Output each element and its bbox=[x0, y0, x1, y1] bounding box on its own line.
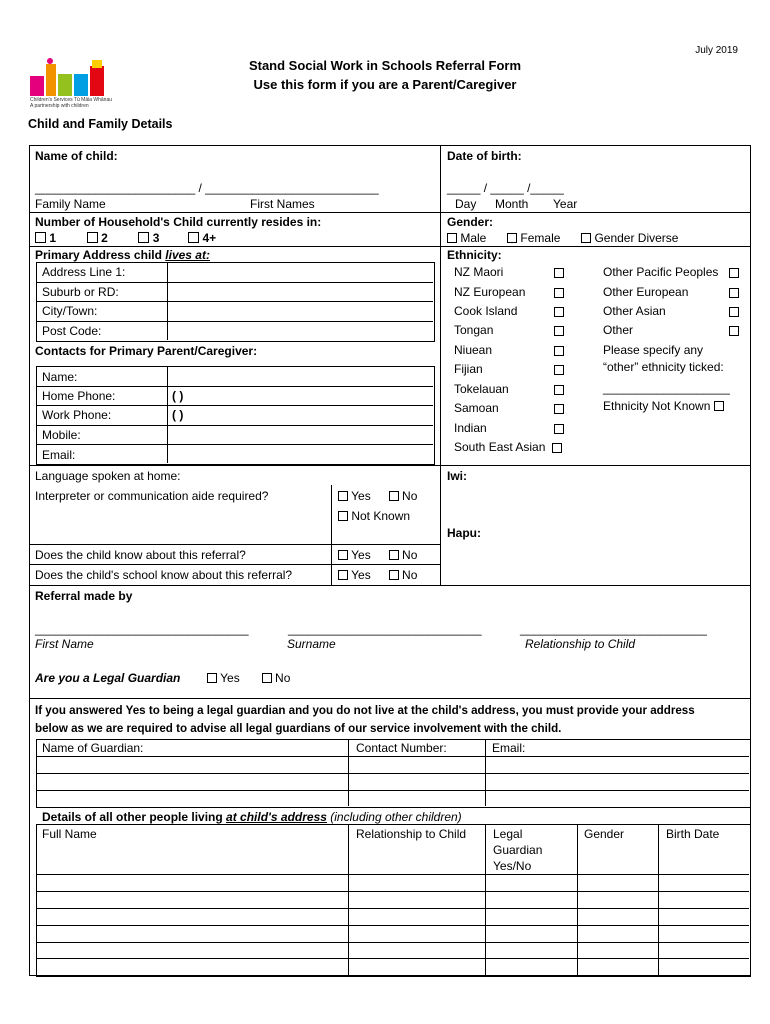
household-4plus-checkbox[interactable] bbox=[188, 232, 199, 243]
dob-month-label: Month bbox=[495, 197, 529, 211]
household-options bbox=[35, 231, 216, 245]
ethnicity-option-checkbox[interactable] bbox=[554, 424, 564, 434]
name-of-child-label: Name of child: bbox=[35, 149, 118, 163]
ethnicity-option-label: NZ Maori bbox=[454, 265, 504, 279]
home-phone-input[interactable]: ( ) bbox=[172, 389, 184, 403]
ethnicity-specify-1: Please specify any bbox=[603, 343, 704, 357]
gender-label: Gender: bbox=[447, 215, 494, 229]
suburb-input[interactable] bbox=[168, 283, 432, 300]
section-title: Child and Family Details bbox=[28, 117, 173, 131]
child-know-options bbox=[338, 548, 417, 562]
ethnicity-not-known-label: Ethnicity Not Known bbox=[603, 399, 711, 413]
form-date: July 2019 bbox=[695, 45, 738, 56]
referral-first-name-label: First Name bbox=[35, 637, 94, 651]
home-phone-label: Home Phone: bbox=[42, 389, 116, 403]
ethnicity-not-known-checkbox[interactable] bbox=[714, 401, 724, 411]
household-2-label: 2 bbox=[101, 231, 108, 245]
ethnicity-option-checkbox[interactable] bbox=[554, 268, 564, 278]
ethnicity-other-checkbox[interactable] bbox=[729, 288, 739, 298]
address-line1-label: Address Line 1: bbox=[42, 265, 126, 279]
referral-relationship-line[interactable]: ____________________________ bbox=[520, 622, 707, 636]
household-4plus-label: 4+ bbox=[202, 231, 217, 245]
work-phone-label: Work Phone: bbox=[42, 408, 112, 422]
referral-relationship-label: Relationship to Child bbox=[525, 637, 636, 651]
dob-label: Date of birth: bbox=[447, 149, 522, 163]
city-input[interactable] bbox=[168, 302, 432, 320]
suburb-label: Suburb or RD: bbox=[42, 285, 119, 299]
household-3-label: 3 bbox=[152, 231, 160, 245]
mobile-label: Mobile: bbox=[42, 428, 81, 442]
ethnicity-option-label: Niuean bbox=[454, 343, 493, 357]
hapu-label: Hapu: bbox=[447, 526, 481, 540]
ethnicity-option-checkbox[interactable] bbox=[554, 307, 564, 317]
interpreter-no-checkbox[interactable] bbox=[389, 491, 399, 501]
interpreter-label: Interpreter or communication aide required? bbox=[35, 489, 269, 503]
ethnicity-other-checkbox[interactable] bbox=[729, 268, 739, 278]
ethnicity-specify-2: “other” ethnicity ticked: bbox=[603, 360, 724, 374]
ethnicity-option-checkbox[interactable] bbox=[554, 326, 564, 336]
gender-male-checkbox[interactable] bbox=[447, 233, 457, 243]
school-know-yes-label: Yes bbox=[351, 568, 371, 582]
ethnicity-option-label: South East Asian bbox=[454, 440, 546, 454]
ethnicity-option-label: NZ European bbox=[454, 285, 526, 299]
ethnicity-option-checkbox[interactable] bbox=[554, 288, 564, 298]
referral-surname-line[interactable]: _____________________________ bbox=[288, 622, 482, 636]
address-line1-input[interactable] bbox=[168, 263, 432, 281]
interpreter-notknown-checkbox[interactable] bbox=[338, 511, 348, 521]
others-guardian-header: Guardian bbox=[493, 843, 543, 857]
gender-female-checkbox[interactable] bbox=[507, 233, 517, 243]
form-subtitle: Use this form if you are a Parent/Caregiver bbox=[253, 77, 517, 92]
ethnicity-other-label: Other European bbox=[603, 285, 689, 299]
primary-address-label: Primary Address child lives at: bbox=[35, 248, 210, 262]
others-relationship-header: Relationship to Child bbox=[356, 827, 467, 841]
school-know-label: Does the child's school know about this referral? bbox=[35, 568, 293, 582]
ethnicity-other-checkbox[interactable] bbox=[729, 307, 739, 317]
child-know-yes-checkbox[interactable] bbox=[338, 550, 348, 560]
ethnicity-option-label: Tongan bbox=[454, 323, 494, 337]
child-know-no-label: No bbox=[402, 548, 418, 562]
household-1-label: 1 bbox=[49, 231, 57, 245]
legal-guardian-no-label: No bbox=[275, 671, 291, 685]
guardian-email-header: Email: bbox=[492, 741, 526, 755]
child-know-no-checkbox[interactable] bbox=[389, 550, 399, 560]
ethnicity-option-label: Cook Island bbox=[454, 304, 518, 318]
ethnicity-specify-line[interactable]: ___________________ bbox=[603, 381, 730, 395]
ethnicity-label: Ethnicity: bbox=[447, 248, 502, 262]
gender-diverse-label: Gender Diverse bbox=[594, 231, 679, 245]
household-1-checkbox[interactable] bbox=[35, 232, 46, 243]
legal-guardian-options bbox=[207, 671, 290, 685]
ethnicity-option-label: Fijian bbox=[454, 362, 483, 376]
interpreter-options bbox=[338, 489, 417, 503]
others-fullname-header: Full Name bbox=[42, 827, 97, 841]
household-2-checkbox[interactable] bbox=[87, 232, 98, 243]
iwi-label: Iwi: bbox=[447, 469, 467, 483]
dob-line[interactable]: _____ / _____ /_____ bbox=[447, 181, 564, 195]
family-name-label: Family Name bbox=[35, 197, 106, 211]
interpreter-no-label: No bbox=[402, 489, 418, 503]
guardian-note-line1: If you answered Yes to being a legal guardian and you do not live at the child's address, you must provide your address bbox=[35, 704, 695, 717]
ethnicity-other-checkbox[interactable] bbox=[729, 326, 739, 336]
gender-male-label: Male bbox=[460, 231, 487, 245]
school-know-no-checkbox[interactable] bbox=[389, 570, 399, 580]
gender-female-label: Female bbox=[520, 231, 561, 245]
logo-subtitle-2: A partnership with children bbox=[30, 103, 89, 109]
others-gender-header: Gender bbox=[584, 827, 625, 841]
work-phone-input[interactable]: ( ) bbox=[172, 408, 184, 422]
interpreter-yes-checkbox[interactable] bbox=[338, 491, 348, 501]
dob-day-label: Day bbox=[455, 197, 477, 211]
referral-label: Referral made by bbox=[35, 589, 133, 603]
legal-guardian-yes-checkbox[interactable] bbox=[207, 673, 217, 683]
others-table bbox=[36, 824, 751, 977]
ethnicity-other-label: Other bbox=[603, 323, 634, 337]
legal-guardian-no-checkbox[interactable] bbox=[262, 673, 272, 683]
legal-guardian-question: Are you a Legal Guardian bbox=[35, 671, 181, 685]
interpreter-yes-label: Yes bbox=[351, 489, 371, 503]
city-label: City/Town: bbox=[42, 304, 98, 318]
referral-surname-label: Surname bbox=[287, 637, 336, 651]
others-birthdate-header: Birth Date bbox=[666, 827, 720, 841]
guardian-name-header: Name of Guardian: bbox=[42, 741, 144, 755]
others-yesno-header: Yes/No bbox=[493, 859, 532, 873]
contact-name-label: Name: bbox=[42, 370, 78, 384]
name-of-child-line[interactable]: ________________________ / __________________________ bbox=[35, 181, 379, 195]
school-know-no-label: No bbox=[402, 568, 418, 582]
logo-subtitle-1: Children's Services Tū Māia Whānau bbox=[30, 97, 113, 103]
ethnicity-not-known bbox=[603, 399, 724, 413]
ethnicity-other-label: Other Pacific Peoples bbox=[603, 265, 719, 279]
household-3-checkbox[interactable] bbox=[138, 232, 149, 243]
school-know-options bbox=[338, 568, 417, 582]
ethnicity-option-checkbox[interactable] bbox=[554, 404, 564, 414]
interpreter-notknown-option bbox=[338, 509, 410, 523]
legal-guardian-yes-label: Yes bbox=[220, 671, 240, 685]
ethnicity-option-checkbox[interactable] bbox=[552, 443, 562, 453]
referral-first-name-line[interactable]: ________________________________ bbox=[35, 622, 249, 636]
household-label: Number of Household's Child currently resides in: bbox=[35, 215, 322, 229]
postcode-input[interactable] bbox=[168, 322, 432, 339]
form-title: Stand Social Work in Schools Referral Form bbox=[248, 58, 522, 73]
postcode-label: Post Code: bbox=[42, 324, 102, 338]
ethnicity-option-label: Samoan bbox=[454, 401, 499, 415]
guardian-note-line2: below as we are required to advise all legal guardians of our service involvement with the child. bbox=[35, 722, 562, 735]
gender-options bbox=[447, 231, 678, 245]
interpreter-notknown-label: Not Known bbox=[351, 509, 411, 523]
ethnicity-other-label: Other Asian bbox=[603, 304, 666, 318]
school-know-yes-checkbox[interactable] bbox=[338, 570, 348, 580]
gender-diverse-checkbox[interactable] bbox=[581, 233, 591, 243]
others-legal-header: Legal bbox=[493, 827, 523, 841]
others-title: Details of all other people living at child's address (including other children) bbox=[42, 810, 462, 824]
ethnicity-option-checkbox[interactable] bbox=[554, 346, 564, 356]
ethnicity-option-checkbox[interactable] bbox=[554, 365, 564, 375]
ethnicity-option-checkbox[interactable] bbox=[554, 385, 564, 395]
language-label: Language spoken at home: bbox=[35, 469, 181, 483]
ethnicity-option-label: Indian bbox=[454, 421, 487, 435]
first-names-label: First Names bbox=[250, 197, 315, 211]
child-know-label: Does the child know about this referral? bbox=[35, 548, 246, 562]
dob-year-label: Year bbox=[553, 197, 578, 211]
email-label: Email: bbox=[42, 448, 76, 462]
child-know-yes-label: Yes bbox=[351, 548, 371, 562]
contacts-label: Contacts for Primary Parent/Caregiver: bbox=[35, 344, 258, 358]
ethnicity-option-label: Tokelauan bbox=[454, 382, 509, 396]
guardian-contact-header: Contact Number: bbox=[356, 741, 447, 755]
